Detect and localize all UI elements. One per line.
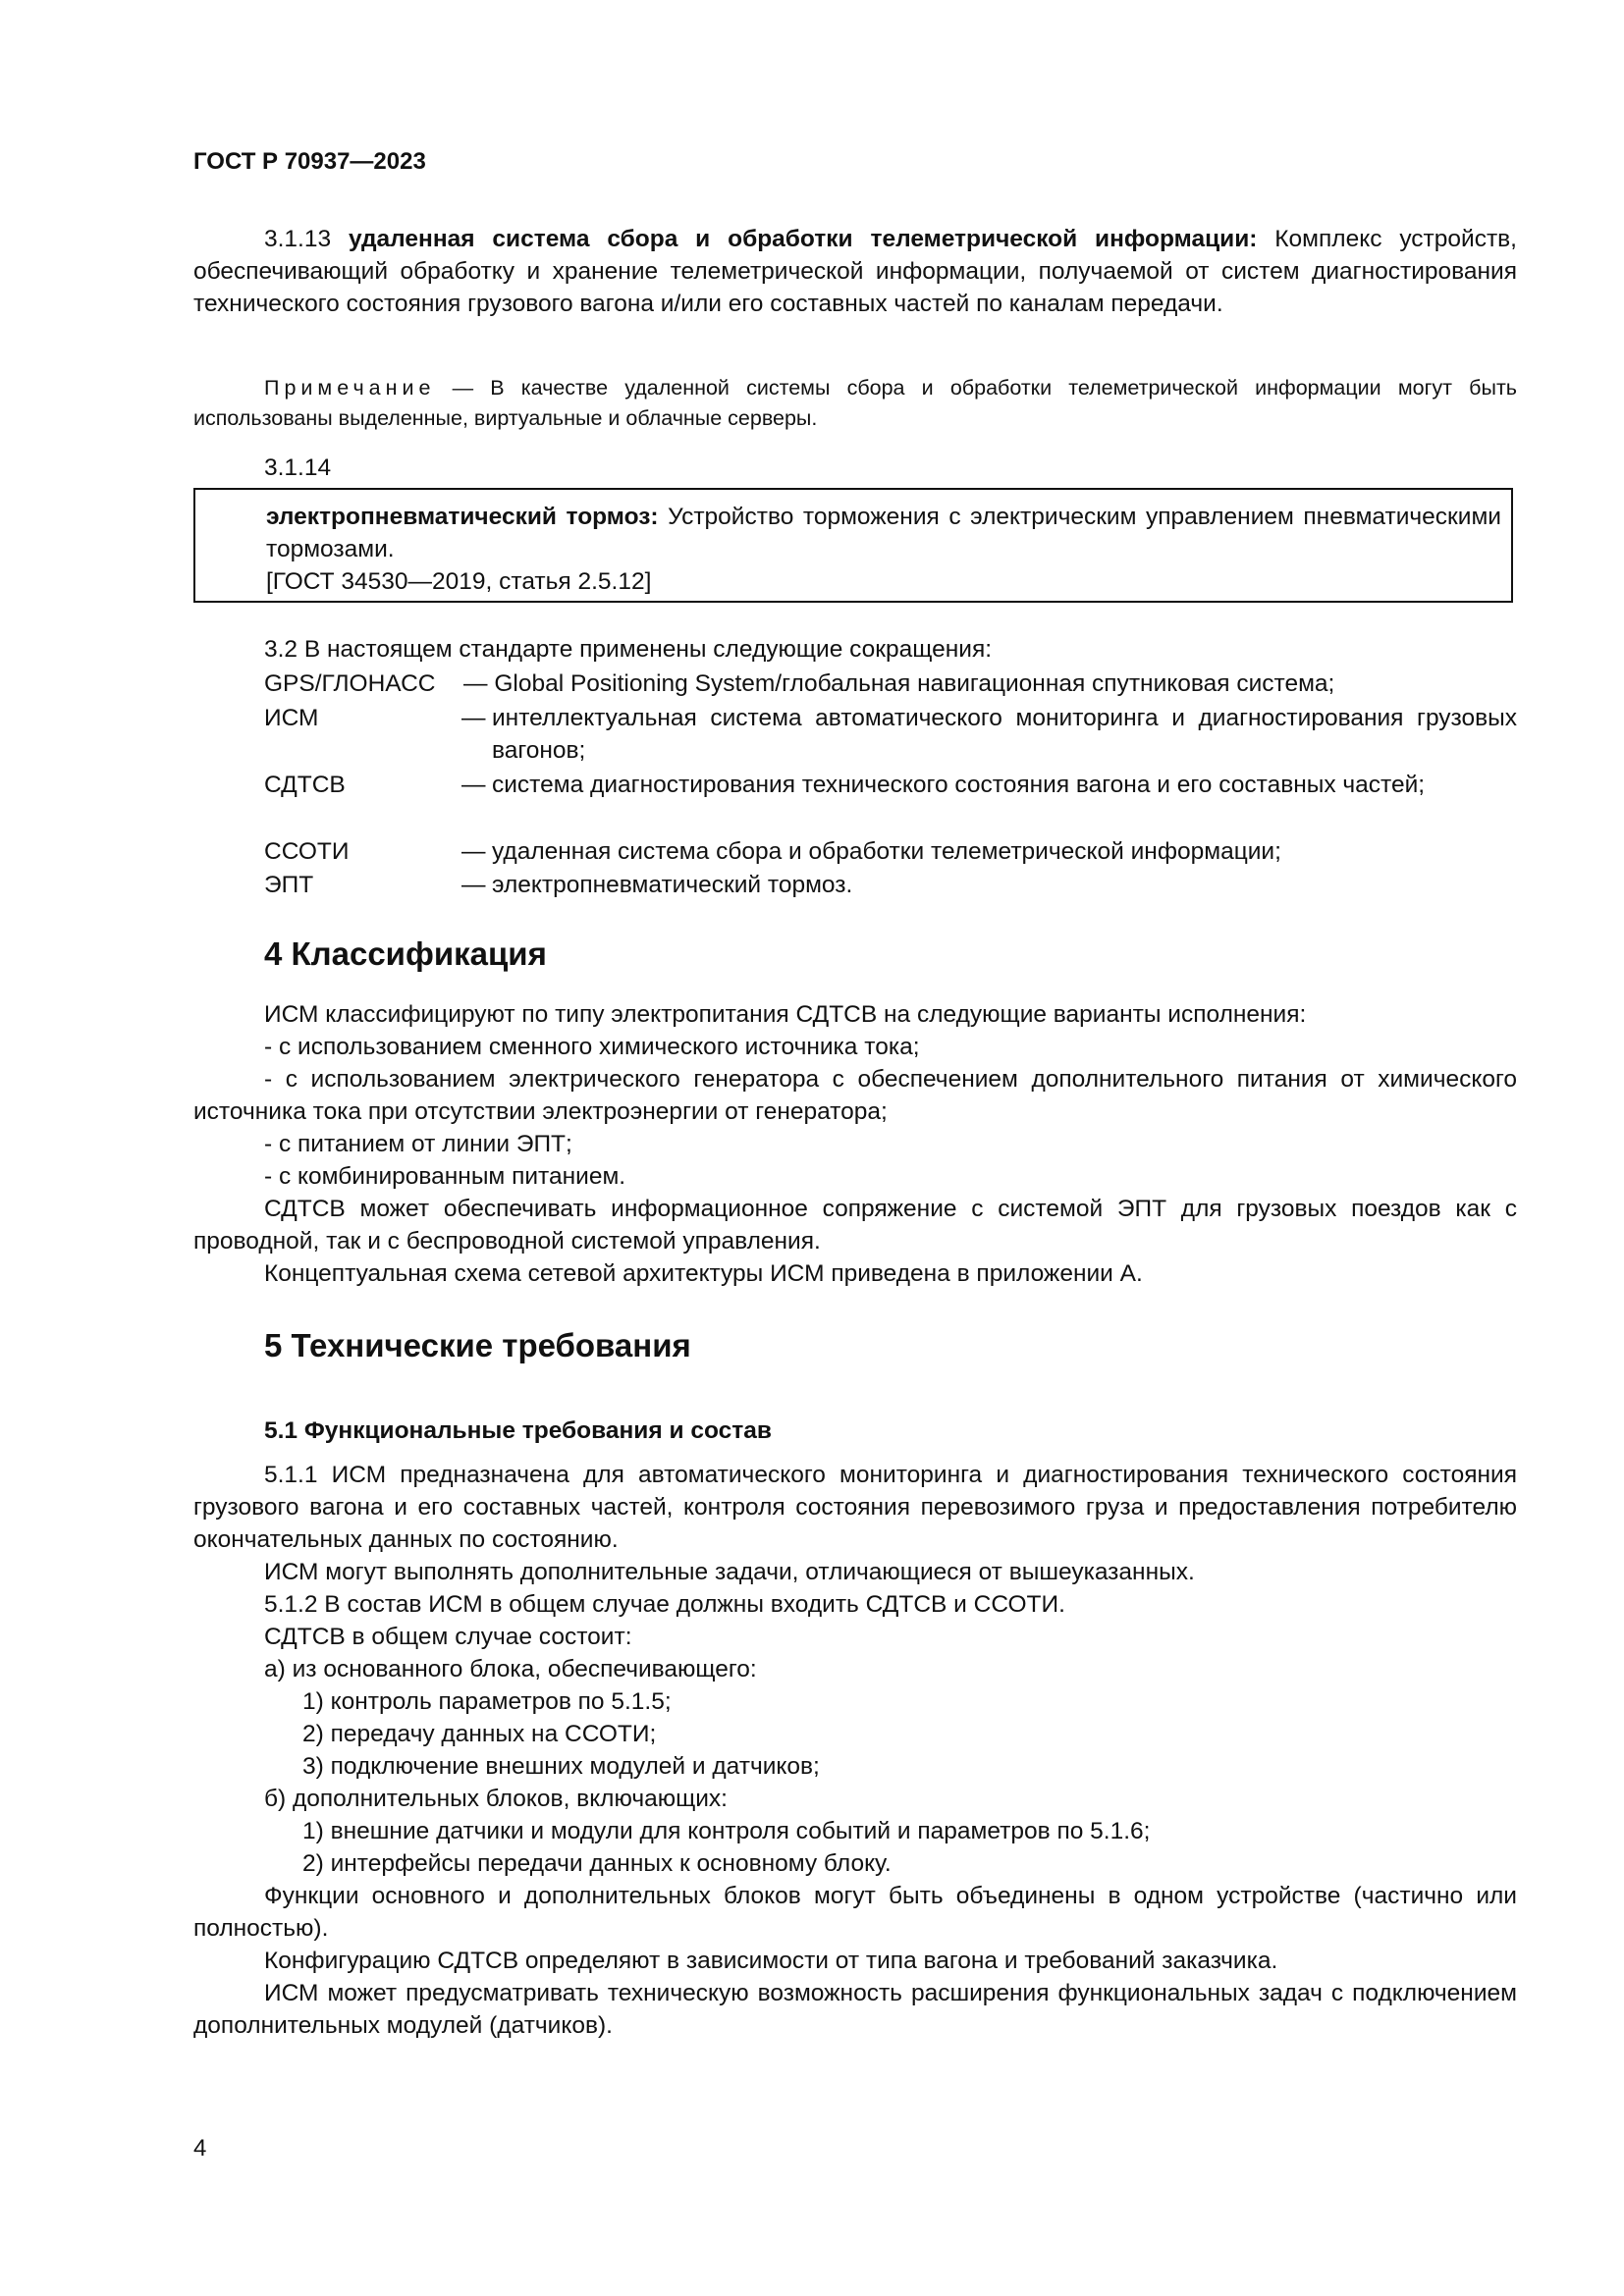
clause-3-1-14-number: 3.1.14 xyxy=(264,454,332,481)
abbr-dash: — xyxy=(461,705,486,731)
note-text: — В качестве удаленной системы сбора и обработки телеметрической информации могут быть использованы выделенные, виртуальные и облачные серверы. xyxy=(193,376,1517,430)
abbr-term: ИСМ xyxy=(264,705,319,731)
abbr-row xyxy=(264,869,1517,901)
definition: Устройство торможения с электрическим управлением пневматическими тормозами. xyxy=(266,504,1501,562)
term: электропневматический тормоз: xyxy=(266,504,659,530)
clause-3-1-13 xyxy=(193,223,1517,320)
note xyxy=(193,373,1517,434)
abbr-def: — Global Positioning System/глобальная навигационная спутниковая система; xyxy=(463,670,1335,697)
abbr-def: удаленная система сбора и обработки телеметрической информации; xyxy=(492,838,1281,865)
abbr-def: система диагностирования технического состояния вагона и его составных частей; xyxy=(492,772,1426,798)
reference: [ГОСТ 34530—2019, статья 2.5.12] xyxy=(266,568,652,595)
abbr-term: ССОТИ xyxy=(264,838,350,865)
abbr-def: электропневматический тормоз. xyxy=(492,872,853,898)
section-5-body: 5.1.1 ИСМ предназначена для автоматического мониторинга и диагностирования технического состояния грузового вагона и его составных частей, контроля состояния перевозимого груза и предоставления потребителю окончательных данных по состоянию. ИСМ могут выполнять дополнительные задачи, отличающиеся от вышеуказанных. 5.1.2 В состав ИСМ в общем случае должны входить СДТСВ и ССОТИ. СДТСВ в общем случае состоит: а) из основанного блока, обеспечивающего: 1) контроль параметров по 5.1.5; 2) передачу данных на ССОТИ; 3) подключение внешних модулей и датчиков; б) дополнительных блоков, включающих: 1) внешние датчики и модули для контроля событий и параметров по 5.1.6; 2) интерфейсы передачи данных к основному блоку. Функции основного и дополнительных блоков могут быть объединены в одном устройстве (частично или полностью). Конфигурацию СДТСВ определяют в зависимости от типа вагона и требований заказчика. ИСМ может предусматривать техническую возможность расширения функциональных задач с подключением дополнительных модулей (датчиков). xyxy=(193,1462,1517,2039)
abbr-row xyxy=(264,835,1517,868)
abbr-row xyxy=(264,667,1517,700)
document-header: ГОСТ Р 70937—2023 xyxy=(193,148,426,175)
abbr-term: ЭПТ xyxy=(264,872,314,898)
abbr-dash: — xyxy=(461,772,486,798)
document-page xyxy=(193,0,1517,2296)
definition: Комплекс устройств, обеспечивающий обработку и хранение телеметрической информации, получаемой от систем диагностирования технического состояния грузового вагона и/или его составных частей по каналам передачи. xyxy=(193,226,1517,317)
note-label: Примечание xyxy=(264,376,436,400)
section-4-body: ИСМ классифицируют по типу электропитания СДТСВ на следующие варианты исполнения: - с использованием сменного химического источника тока; - с использованием электрического генератора с обеспечением дополнительного питания от химического источника тока при отсутствии электроэнергии от генератора; - с питанием от линии ЭПТ; - с комбинированным питанием. СДТСВ может обеспечивать информационное сопряжение с системой ЭПТ для грузовых поездов как с проводной, так и с беспроводной системой управления. Концептуальная схема сетевой архитектуры ИСМ приведена в приложении А. xyxy=(193,1001,1517,1287)
abbr-dash: — xyxy=(461,872,486,898)
section-4-title: 4 Классификация xyxy=(264,935,547,972)
clause-3-1-14-box xyxy=(193,488,1513,603)
clause-number: 3.1.13 xyxy=(264,226,349,252)
abbr-dash: — xyxy=(461,838,486,865)
clause-3-2: 3.2 В настоящем стандарте применены следующие сокращения: xyxy=(264,636,993,663)
abbr-term: СДТСВ xyxy=(264,772,346,798)
term: удаленная система сбора и обработки телеметрической информации: xyxy=(348,226,1258,252)
subsection-5-1-title: 5.1 Функциональные требования и состав xyxy=(264,1417,772,1444)
section-5-title: 5 Технические требования xyxy=(264,1327,691,1363)
abbr-def: интеллектуальная система автоматического мониторинга и диагностирования грузовых вагонов; xyxy=(492,705,1517,764)
page-number: 4 xyxy=(193,2135,207,2162)
abbr-row xyxy=(264,702,1517,767)
abbr-term: GPS/ГЛОНАСС xyxy=(264,670,436,697)
abbr-row xyxy=(264,769,1517,833)
